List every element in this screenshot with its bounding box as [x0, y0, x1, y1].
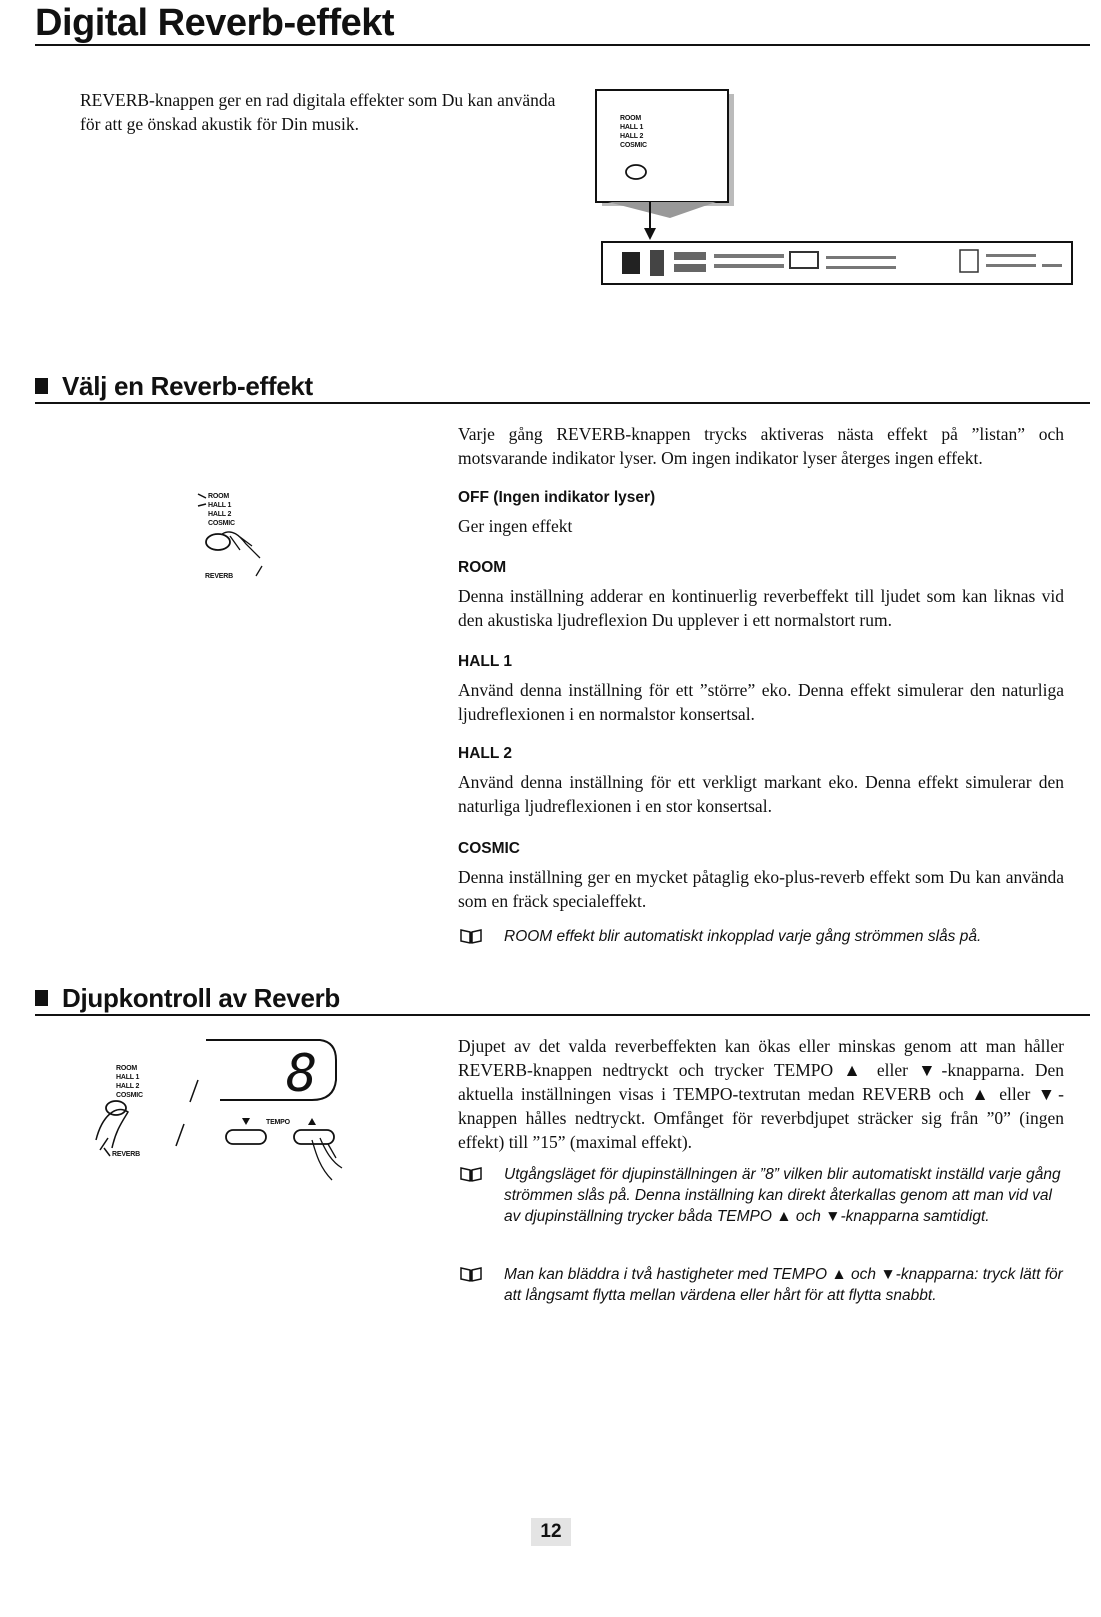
section1-intro: Varje gång REVERB-knappen trycks aktiveras nästa effekt på ”listan” och motsvarande indikator lyser. Om ingen indikator lyser återges ingen effekt. — [458, 424, 1064, 468]
item-cosmic-text: Denna inställning ger en mycket påtaglig eko-plus-reverb effekt som Du kan använda som en fräck specialeffekt. — [458, 867, 1064, 911]
section2-text: Djupet av det valda reverbeffekten kan ökas eller minskas genom att man håller REVERB-knappen nedtryckt och trycker TEMPO ▲ eller ▼-knapparna. Den aktuella inställningen visas i TEMPO-textrutan medan REVERB och ▲ eller ▼-knappen hålles nedtryckt. Omfånget för reverbdjupet sträcker sig från ”0” (ingen effekt) till ”15” (maximal effekt). — [458, 1036, 1064, 1152]
book-icon — [460, 928, 482, 944]
keyboard-panel-illustration — [590, 88, 1080, 298]
bullet-square — [35, 378, 48, 394]
label-room: ROOM — [620, 115, 641, 122]
page-title: Digital Reverb-effekt — [35, 2, 395, 44]
depth-reverb-labels: ROOM HALL 1 HALL 2 COSMIC — [116, 1065, 143, 1099]
section2-heading: Djupkontroll av Reverb — [35, 982, 340, 1014]
hand-pointer-icon — [196, 484, 276, 584]
item-hall2-text: Använd denna inställning för ett verkligt markant eko. Denna effekt simulerar den naturliga ljudreflexionen i en stor konsertsal. — [458, 772, 1064, 816]
page-number: 12 — [531, 1518, 571, 1546]
reverb-button-label: REVERB — [205, 573, 233, 580]
label-cosmic: COSMIC — [620, 142, 647, 149]
bullet-square — [35, 990, 48, 1006]
zoom-labels — [620, 114, 647, 150]
book-icon — [460, 1166, 482, 1182]
section2-note-1: Utgångsläget för djupinställningen är ”8” vilken blir automatiskt inställd varje gång strömmen slås på. Denna inställning kan direkt återkallas genom att man vid val av djupinställning trycker båda TEMPO ▲ och ▼-knapparna samtidigt. — [460, 1164, 1066, 1227]
title-rule — [35, 44, 1090, 46]
reverb-labels: ROOM HALL 1 HALL 2 COSMIC — [208, 493, 235, 527]
item-hall2-title: HALL 2 — [458, 745, 512, 762]
section1-heading: Välj en Reverb-effekt — [35, 370, 313, 402]
section1-note: ROOM effekt blir automatiskt inkopplad varje gång strömmen slås på. — [460, 926, 1066, 947]
label-hall2: HALL 2 — [620, 133, 644, 140]
tempo-display-digit: 8 — [286, 1044, 318, 1104]
item-room-title: ROOM — [458, 559, 507, 576]
item-hall1-title: HALL 1 — [458, 653, 512, 670]
item-room-text: Denna inställning adderar en kontinuerlig reverbeffekt till ljudet som kan liknas vid den akustiska ljudreflexion Du upplever i ett normalstort rum. — [458, 586, 1064, 630]
depth-reverb-button-label: REVERB — [112, 1151, 140, 1158]
label-hall1: HALL 1 — [620, 124, 644, 131]
item-off-title: OFF (Ingen indikator lyser) — [458, 489, 656, 506]
section1-rule — [35, 402, 1090, 404]
item-off-text: Ger ingen effekt — [458, 516, 573, 536]
book-icon — [460, 1266, 482, 1282]
tempo-display-illustration — [80, 1030, 380, 1190]
tempo-label: TEMPO — [266, 1119, 290, 1126]
item-cosmic-title: COSMIC — [458, 840, 520, 857]
intro-text: REVERB-knappen ger en rad digitala effekter som Du kan använda för att ge önskad akustik för Din musik. — [80, 90, 556, 134]
section2-note-2: Man kan bläddra i två hastigheter med TEMPO ▲ och ▼-knapparna: tryck lätt för att långsamt flytta mellan värdena eller hårt för att flytta snabbt. — [460, 1264, 1066, 1306]
item-hall1-text: Använd denna inställning för ett ”större” eko. Denna effekt simulerar den naturliga ljudreflexionen i en normalstor konsertsal. — [458, 680, 1064, 724]
section2-rule — [35, 1014, 1090, 1016]
